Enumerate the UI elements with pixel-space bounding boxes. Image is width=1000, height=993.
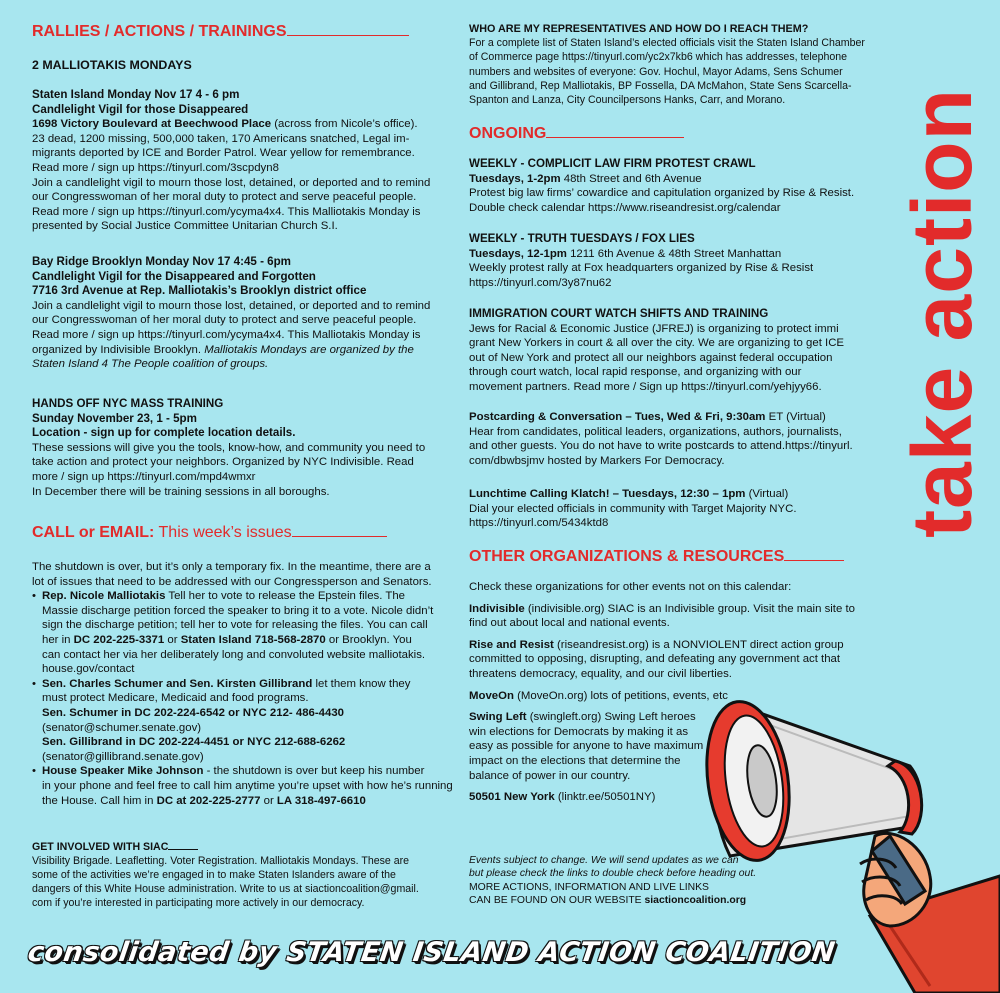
immigration-court-watch-event: IMMIGRATION COURT WATCH SHIFTS AND TRAINING Jews for Racial & Economic Justice (JFREJ) is organizing to protect immi grant New Yorkers in court & all over the city. We are organizing to get ICE out of New York and protect all our neighbors against federal occupation through court watch, local rapid response, and organizing with our movement partners. Read more / Sign up https://tinyurl.com/yehjyy66. [469,307,845,393]
list-item: • Sen. Charles Schumer and Sen. Kirsten Gillibrand let them know they must protect Medicare, Medicaid and food programs. Sen. Schumer in DC 202-224-6542 or NYC 212- 486-4430 (senator@schumer.senate.gov) Sen. Gillibrand in DC 202-224-4451 or NYC 212-688-6262 (senator@gillibrand.senate.gov) [32,677,457,765]
representatives-section: WHO ARE MY REPRESENTATIVES AND HOW DO I REACH THEM? For a complete list of Staten Island’s elected officials visit the Staten Island Chamber of Commerce page https://tinyurl.com/yc2x7kb6 which has addresses, telephone numbers and websites of everyone: Gov. Hochul, Mayor Adams, Sens Schumer and Gillibrand, Rep Malliotakis, BP Fossella, DA McMahon, State Sens Scarcella- Spanton and Lanza, City Councilpersons Hanks, Carr, and Morano. [469,23,865,107]
call-email-content: The shutdown is over, but it’s only a temporary fix. In the meantime, there are a lot of issues that need to be addressed with our Congressperson and Senators. • Rep. Nicole Malliotakis Tell her to vote to release the Epstein files. The Massie discharge petition forced the speaker to bring it to a vote. Nicole didn’t sign the discharge petition; tell her to vote for releasing the files. You can call her in DC 202-225-3371 or Staten Island 718-568-2870 or Brooklyn. You can contact her via her deliberately long and convoluted website malliotakis. house.gov/contact • Sen. Charles Schumer and Sen. Kirsten Gillibrand let them know they must protect Medicare, Medicaid and food programs. Sen. Schumer in DC 202-224-6542 or NYC 212- 486-4430 (senator@schumer.senate.gov) Sen. Gillibrand in DC 202-224-4451 or NYC 212-688-6262 (senator@gillibrand.senate.gov) • House Speaker Mike Johnson - the shutdown is over but keep his number in your phone and feel free to call him anytime you’re upset with how he’s running the House. Call him in DC at 202-225-2777 or LA 318-497-6610 [32,560,457,808]
lunchtime-calling-event: Lunchtime Calling Klatch! – Tuesdays, 12:30 – 1pm (Virtual) Dial your elected officials in community with Target Majority NYC. https://tinyurl.com/5434ktd8 [469,488,797,530]
take-action-title: take action [895,88,990,538]
bay-ridge-vigil-event: Bay Ridge Brooklyn Monday Nov 17 4:45 - 6pm Candlelight Vigil for the Disappeared and Forgotten 7716 3rd Avenue at Rep. Malliotakis’s Brooklyn district office Join a candlelight vigil to mourn those lost, detained, or deported and to remind our Congresswoman of her moral duty to protect and serve peaceful people. Read more / sign up https://tinyurl.com/ycyma4x4. This Malliotakis Monday is organized by Indivisible Brooklyn. Malliotakis Mondays are organized by the Staten Island 4 The People coalition of groups. [32,255,431,371]
other-organizations-content: Check these organizations for other events not on this calendar: Indivisible (indivisible.org) SIAC is an Indivisible group. Visit the main site to find out about local and national events. Rise and Resist (riseandresist.org) is a NONVIOLENT direct action group committed to opposing, disrupting, and defeating any government act that threatens democracy, equality, and our civil liberties. MoveOn (MoveOn.org) lots of petitions, events, etc Swing Left (swingleft.org) Swing Left heroes win elections for Democrats by making it as easy as possible for anyone to have maximum impact on the elections that determine the balance of power in our country. 50501 New York (linktr.ee/50501NY) [469,581,855,804]
rallies-section-heading: RALLIES / ACTIONS / TRAININGS [32,22,457,42]
get-involved-section: GET INVOLVED WITH SIAC Visibility Brigade. Leafletting. Voter Registration. Malliotakis Mondays. These are some of the activities we’re engaged in to make Staten Islanders aware of the dangers of this White House administration. Write to us at siactioncoalition@gmail. com if you’re interested in participating more actively in our democracy. [32,841,419,909]
list-item: • Rep. Nicole Malliotakis Tell her to vote to release the Epstein files. The Massie discharge petition forced the speaker to bring it to a vote. Nicole didn’t sign the discharge petition; tell her to vote for releasing the files. You can call her in DC 202-225-3371 or Staten Island 718-568-2870 or Brooklyn. You can contact her via her deliberately long and convoluted website malliotakis. house.gov/contact [32,589,457,677]
truth-tuesdays-event: WEEKLY - TRUTH TUESDAYS / FOX LIES Tuesdays, 12-1pm 1211 6th Avenue & 48th Street Manhattan Weekly protest rally at Fox headquarters organized by Rise & Resist https://tinyurl.com/3y87nu62 [469,232,814,289]
footer-credit: consolidated by STATEN ISLAND ACTION COALITION [25,937,838,968]
hands-off-training-event: HANDS OFF NYC MASS TRAINING Sunday November 23, 1 - 5pm Location - sign up for complete location details. These sessions will give you the tools, know-how, and community you need to take action and protect your neighbors. Organized by NYC Indivisible. Read more / sign up https://tinyurl.com/mpd4wmxr In December there will be training sessions in all boroughs. [32,397,426,498]
staten-island-vigil-event: Staten Island Monday Nov 17 4 - 6 pm Candlelight Vigil for those Disappeared 1698 Victory Boulevard at Beechwood Place (across from Nicole’s office). 23 dead, 1200 missing, 500,000 taken, 170 Americans snatched, Legal im- migrants deported by ICE and Border Patrol. Wear yellow for remembrance. Read more / sign up https://tinyurl.com/3scpdyn8 Join a candlelight vigil to mourn those lost, detained, or deported and to remind our Congresswoman of her moral duty to protect and serve peaceful people. Read more / sign up https://tinyurl.com/ycyma4x4. This Malliotakis Monday is presented by Social Justice Committee Unitarian Church S.I. [32,88,431,233]
events-note: Events subject to change. We will send updates as we can but please check the links to double check before heading out. MORE ACTIONS, INFORMATION AND LIVE LINKS CAN BE FOUND ON OUR WEBSITE siactioncoalition.org [469,855,757,907]
law-firm-protest-event: WEEKLY - COMPLICIT LAW FIRM PROTEST CRAWL Tuesdays, 1-2pm 48th Street and 6th Avenue Protest big law firms’ cowardice and capitulation organized by Rise & Resist. Double check calendar https://www.riseandresist.org/calendar [469,157,855,214]
ongoing-section-heading: ONGOING [469,124,889,144]
list-item: • House Speaker Mike Johnson - the shutdown is over but keep his number in your phone and feel free to call him anytime you’re upset with how he’s running the House. Call him in DC at 202-225-2777 or LA 318-497-6610 [32,764,457,808]
other-organizations-heading: OTHER ORGANIZATIONS & RESOURCES [469,547,889,567]
mondays-heading: 2 MALLIOTAKIS MONDAYS [32,58,192,72]
call-email-section-heading: CALL or EMAIL: This week’s issues [32,523,457,543]
postcarding-event: Postcarding & Conversation – Tues, Wed & Fri, 9:30am ET (Virtual) Hear from candidates, political leaders, organizations, authors, journalists, and other guests. You do not have to write postcards to attend.https://tinyurl. com/dbwbsjmv hosted by Markers For Democracy. [469,411,853,467]
